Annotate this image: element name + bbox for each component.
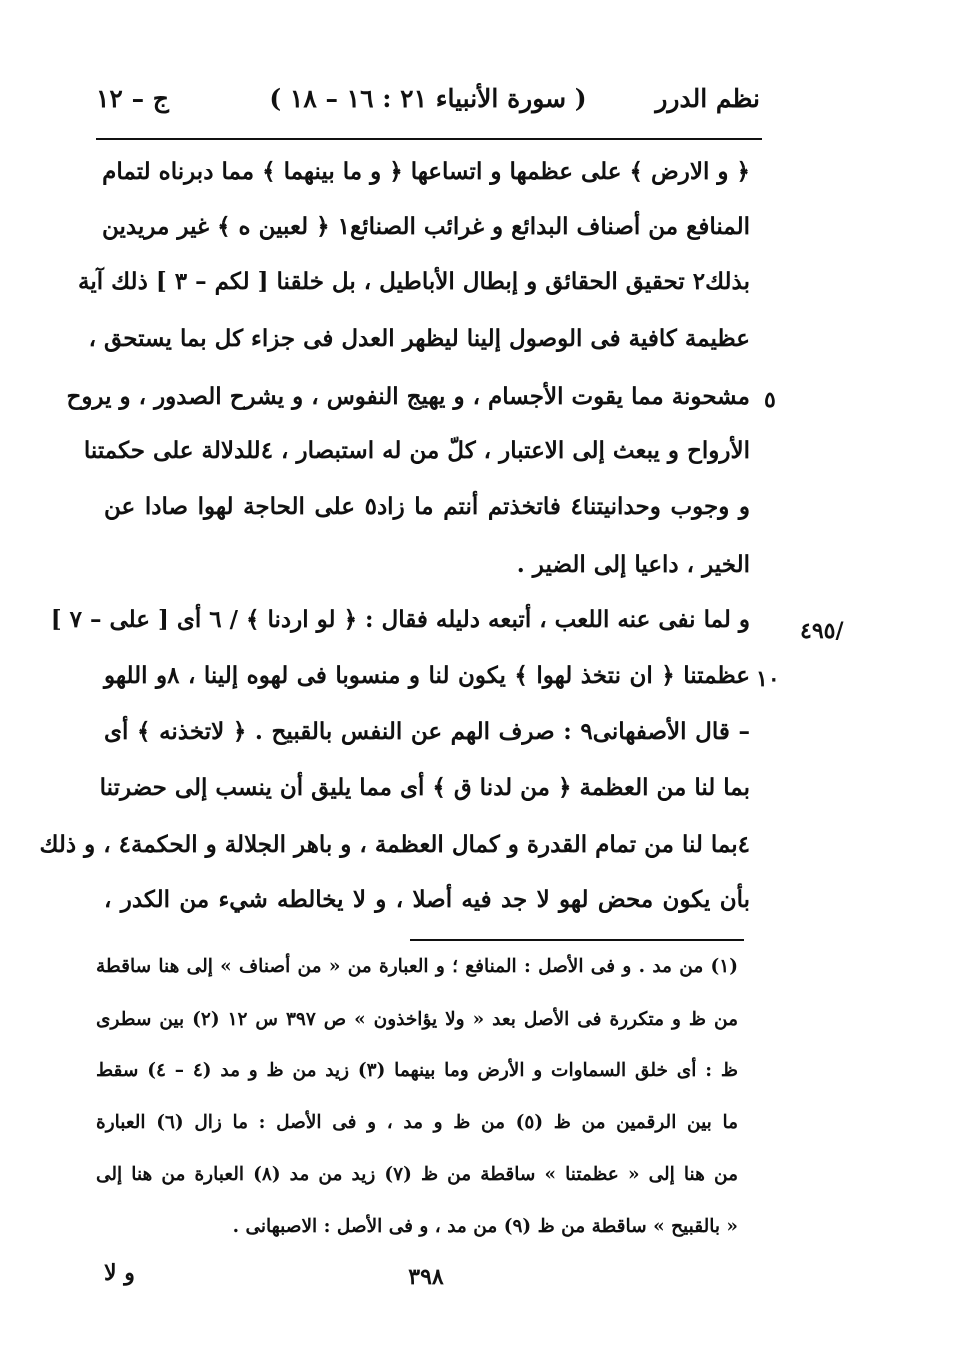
text-line: المنافع من أصناف البدائع و غرائب الصنائع١ ﴿ لعبين ه ﴾ غير مريدين [102, 213, 750, 240]
line-number-10: ١٠ [756, 666, 780, 692]
text-line: عظمتنا ﴿ ان نتخذ لهوا ﴾ يكون لنا و منسوبا فى لهوه إلينا ، ٨و اللهو [104, 662, 750, 689]
text-line: بما لنا من العظمة ﴿ من لدنا ق ﴾ أى مما يليق أن ينسب إلى حضرتنا [99, 774, 750, 801]
text-line: عظيمة كافية فى الوصول إلينا ليظهر العدل فى جزاء كل بما يستحق ، [88, 325, 750, 352]
footnote-line: من هنا إلى « عظمتنا » ساقطة من ظ (٧) زيد من مد (٨) العبارة من هنا إلى [96, 1164, 738, 1185]
running-header [96, 84, 760, 128]
footnote-line: من ظ و متكررة فى الأصل بعد « ولا يؤاخذون » ص ٣٩٧ س ١٢ (٢) بين سطرى [96, 1009, 738, 1030]
page-number: ٣٩٨ [408, 1264, 444, 1290]
manuscript-folio-marker: ٤٩٥/ [800, 618, 844, 644]
text-line: بذلك٢ تحقيق الحقائق و إبطال الأباطيل ، بل خلقنا [ لكم – ٣ ] ذلك آية [78, 268, 750, 295]
footnote-line: ما بين الرقمين من ظ (٥) من ظ و مد ، و فى الأصل : ما زال (٦) العبارة [96, 1112, 739, 1133]
text-line: الخير ، داعيا إلى الضير . [516, 551, 750, 578]
text-line: ٤بما لنا من تمام القدرة و كمال العظمة ، و باهر الجلالة و الحكمة٤ ، و ذلك [39, 831, 750, 858]
catchword: و لا [104, 1260, 135, 1286]
footnote-line: « بالقبيح » ساقطة من ظ (٩) من مد ، و فى الأصل : الاصبهانى . [232, 1216, 738, 1237]
surah-reference: ( سورة الأنبياء ٢١ : ١٦ – ١٨ ) [269, 84, 587, 113]
text-line: و لما نفى عنه اللعب ، أتبعه دليله فقال : ﴿ لو اردنا ﴾ / ٦ أى [ على – ٧ ] [50, 606, 750, 633]
footnote-rule [410, 939, 744, 941]
text-line: الأرواح و يبعث إلى الاعتبار ، كلّ من له استبصار ، ٤للدلالة على حكمتنا [83, 437, 750, 464]
text-line: ﴿ و الارض ﴾ على عظمها و اتساعها ﴿ و ما بينهما ﴾ مما دبرناه لتمام [102, 158, 750, 185]
book-title: نظم الدرر [655, 84, 760, 113]
text-line: بأن يكون محض لهو لا جد فيه أصلا ، و لا يخالطه شيء من الكدر ، [104, 886, 750, 913]
text-line: مشحونة مما يقوت الأجسام ، و يهيج النفوس ، و يشرح الصدور ، و يروح [66, 383, 750, 410]
footnote-line: ظ : أى خلق السماوات و الأرض وما بينهما (٣) زيد من ظ و مد (٤ – ٤) سقط [96, 1060, 738, 1081]
volume-number: ج – ١٢ [96, 84, 169, 113]
line-number-5: ٥ [764, 387, 776, 413]
text-line: و وجوب وحدانيتنا٤ فاتخذتم أنتم ما زاد٥ على الحاجة لهوا صادا عن [104, 493, 751, 520]
text-line: – قال الأصفهانى٩ : صرف الهم عن النفس بالقبيح . ﴿ لاتخذنه ﴾ أى [104, 718, 750, 745]
header-rule [96, 138, 762, 140]
footnote-line: (١) من مد . و فى الأصل : المنافع ؛ و العبارة من « من أصناف » إلى هنا ساقطة [96, 956, 738, 977]
